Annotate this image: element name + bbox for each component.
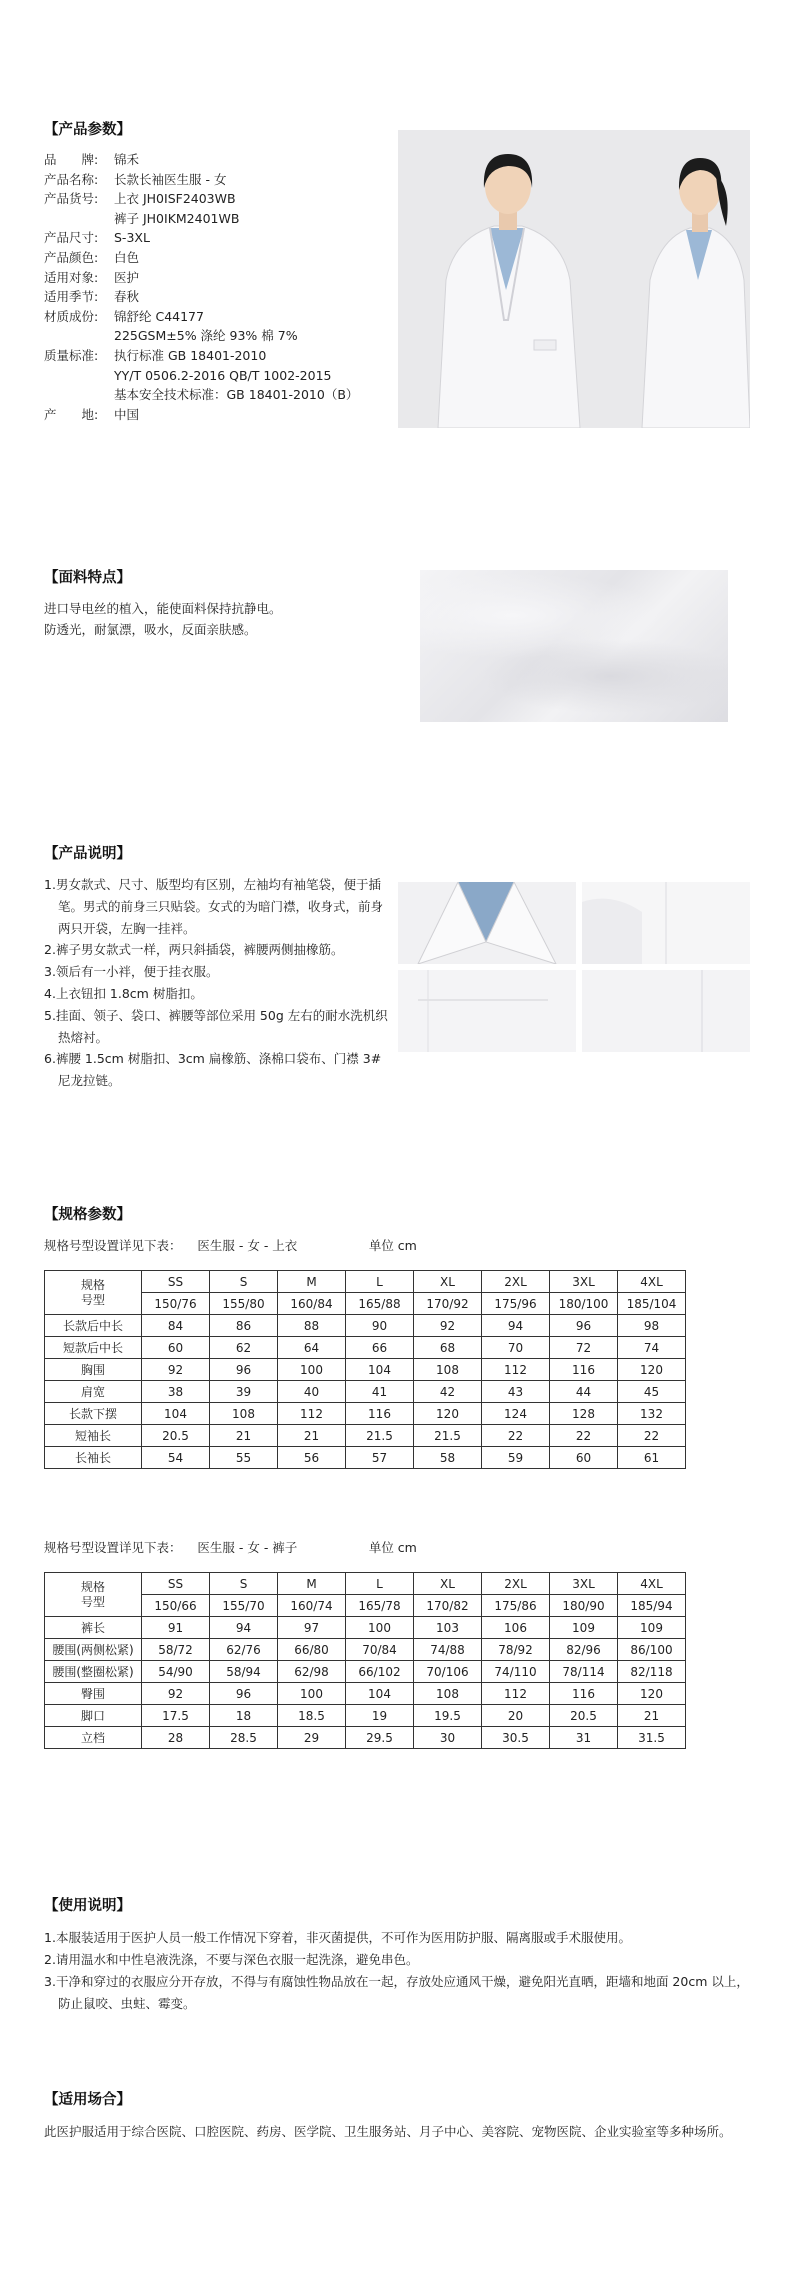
detail-photo-pocket (398, 970, 576, 1052)
table-cell: 70 (482, 1337, 550, 1359)
list-item-text: 本服装适用于医护人员一般工作情况下穿着，非灭菌提供，不可作为医用防护服、隔离服或手术服使用。 (55, 1930, 631, 1945)
table-cell: 59 (482, 1447, 550, 1469)
table-cell: 74/88 (414, 1639, 482, 1661)
table-cell: 97 (278, 1617, 346, 1639)
model-header-cell: 155/70 (210, 1595, 278, 1617)
table-cell: 20 (482, 1705, 550, 1727)
table-cell: 104 (346, 1359, 414, 1381)
row-label-cell: 肩宽 (45, 1381, 142, 1403)
table-cell: 60 (142, 1337, 210, 1359)
param-row (44, 405, 358, 425)
usage-list (44, 1927, 754, 2015)
row-label-cell: 长款后中长 (45, 1315, 142, 1337)
list-item (44, 1048, 392, 1092)
detail-photo-front (582, 882, 750, 964)
table-cell: 38 (142, 1381, 210, 1403)
table-header-row (45, 1573, 686, 1595)
table-cell: 28 (142, 1727, 210, 1749)
list-item (44, 961, 392, 983)
table-cell: 74/110 (482, 1661, 550, 1683)
table-row (45, 1705, 686, 1727)
fabric-line: 进口导电丝的植入，能使面料保持抗静电。 (44, 601, 282, 616)
param-label: 适用季节: (44, 289, 99, 305)
row-label-cell: 长袖长 (45, 1447, 142, 1469)
table-cell: 21.5 (414, 1425, 482, 1447)
table-row (45, 1381, 686, 1403)
table-header-row (45, 1293, 686, 1315)
list-item-text: 领后有一小袢，便于挂衣服。 (55, 964, 219, 980)
table-cell: 30 (414, 1727, 482, 1749)
param-label: 产 地: (44, 406, 99, 422)
model-header-cell: 170/92 (414, 1293, 482, 1315)
table-cell: 82/96 (550, 1639, 618, 1661)
list-item-number: 4. (44, 985, 56, 1001)
list-item (44, 1927, 754, 1949)
model-header-cell: 165/88 (346, 1293, 414, 1315)
table-cell: 29.5 (346, 1727, 414, 1749)
list-item (44, 1971, 754, 2015)
table-cell: 96 (550, 1315, 618, 1337)
table-cell: 55 (210, 1447, 278, 1469)
table-cell: 106 (482, 1617, 550, 1639)
param-label: 材质成份: (44, 308, 99, 324)
param-value: 锦舒纶 C44177 (114, 308, 204, 324)
table-cell: 86 (210, 1315, 278, 1337)
table-cell: 61 (618, 1447, 686, 1469)
table-cell: 124 (482, 1403, 550, 1425)
table-row (45, 1359, 686, 1381)
table-cell: 94 (210, 1617, 278, 1639)
param-value: 基本安全技术标准：GB 18401-2010（B） (114, 387, 359, 403)
table-cell: 100 (346, 1617, 414, 1639)
fabric-line: 防透光，耐氯漂，吸水，反面亲肤感。 (44, 622, 257, 637)
header-label: 规格 (80, 1277, 105, 1292)
model-header-cell: 180/100 (550, 1293, 618, 1315)
occasion-text: 此医护服适用于综合医院、口腔医院、药房、医学院、卫生服务站、月子中心、美容院、宠物医院、企业实验室等多种场所。 (44, 2124, 732, 2139)
section-title-occasion: 【适用场合】 (44, 2092, 131, 2108)
size-header-cell: M (278, 1271, 346, 1293)
row-label-cell: 长款下摆 (45, 1403, 142, 1425)
param-label: 适用对象: (44, 269, 99, 285)
table-corner-header (45, 1271, 142, 1315)
row-label-cell: 短款后中长 (45, 1337, 142, 1359)
param-value: 医护 (114, 269, 140, 285)
param-row (44, 287, 358, 307)
table-cell: 128 (550, 1403, 618, 1425)
table-row (45, 1403, 686, 1425)
model-header-cell: 150/76 (142, 1293, 210, 1315)
param-row (44, 170, 358, 190)
table-cell: 98 (618, 1315, 686, 1337)
param-value: 225GSM±5% 涤纶 93% 棉 7% (114, 328, 298, 344)
param-label: 产品尺寸: (44, 230, 99, 246)
table-corner-header (45, 1573, 142, 1617)
row-label-cell: 立档 (45, 1727, 142, 1749)
param-row (44, 228, 358, 248)
size-header-cell: SS (142, 1573, 210, 1595)
spec-table-top (44, 1270, 686, 1469)
row-label-cell: 臀围 (45, 1683, 142, 1705)
product-photo-models (398, 130, 750, 428)
description-list (44, 874, 392, 1092)
spec-pants-caption: 规格号型设置详见下表： 医生服 - 女 - 裤子 单位 cm (44, 1540, 417, 1555)
table-cell: 22 (482, 1425, 550, 1447)
param-value: 执行标准 GB 18401-2010 (114, 347, 267, 363)
table-cell: 58 (414, 1447, 482, 1469)
table-cell: 22 (550, 1425, 618, 1447)
param-value: YY/T 0506.2-2016 QB/T 1002-2015 (114, 367, 332, 383)
list-item-text: 请用温水和中性皂液洗涤，不要与深色衣服一起洗涤，避免串色。 (55, 1952, 419, 1967)
table-cell: 66 (346, 1337, 414, 1359)
table-cell: 70/106 (414, 1661, 482, 1683)
param-value: 长款长袖医生服 - 女 (114, 171, 227, 187)
size-header-cell: L (346, 1573, 414, 1595)
row-label-cell: 裤长 (45, 1617, 142, 1639)
table-cell: 68 (414, 1337, 482, 1359)
table-cell: 86/100 (618, 1639, 686, 1661)
section-title-usage: 【使用说明】 (44, 1898, 131, 1914)
table-cell: 100 (278, 1359, 346, 1381)
param-row (44, 150, 358, 170)
size-header-cell: 4XL (618, 1271, 686, 1293)
table-cell: 42 (414, 1381, 482, 1403)
size-header-cell: 2XL (482, 1271, 550, 1293)
table-cell: 104 (346, 1683, 414, 1705)
param-row (44, 346, 358, 405)
table-cell: 120 (414, 1403, 482, 1425)
table-cell: 18.5 (278, 1705, 346, 1727)
section-title-spec: 【规格参数】 (44, 1207, 131, 1223)
table-cell: 84 (142, 1315, 210, 1337)
table-cell: 108 (414, 1359, 482, 1381)
list-item-number: 3. (44, 1974, 56, 1989)
table-cell: 54 (142, 1447, 210, 1469)
size-header-cell: 3XL (550, 1573, 618, 1595)
table-row (45, 1425, 686, 1447)
section-title-params: 【产品参数】 (44, 122, 131, 138)
table-cell: 116 (550, 1683, 618, 1705)
table-header-row (45, 1271, 686, 1293)
row-label-cell: 腰围(两侧松紧) (45, 1639, 142, 1661)
table-cell: 120 (618, 1683, 686, 1705)
list-item-number: 6. (44, 1051, 56, 1067)
table-cell: 94 (482, 1315, 550, 1337)
table-cell: 96 (210, 1683, 278, 1705)
table-row (45, 1447, 686, 1469)
list-item-number: 1. (44, 1930, 56, 1945)
table-cell: 19 (346, 1705, 414, 1727)
list-item-text: 挂面、领子、袋口、裤腰等部位采用 50g 左右的耐水洗机织热熔衬。 (55, 1007, 388, 1045)
size-header-cell: 2XL (482, 1573, 550, 1595)
table-cell: 70/84 (346, 1639, 414, 1661)
size-header-cell: 3XL (550, 1271, 618, 1293)
table-cell: 21 (618, 1705, 686, 1727)
size-header-cell: M (278, 1573, 346, 1595)
table-cell: 57 (346, 1447, 414, 1469)
table-cell: 19.5 (414, 1705, 482, 1727)
table-cell: 74 (618, 1337, 686, 1359)
fabric-photo (420, 570, 728, 722)
model-header-cell: 170/82 (414, 1595, 482, 1617)
list-item-text: 男女款式、尺寸、版型均有区别，左袖均有袖笔袋，便于插笔。男式的前身三只贴袋。女式的为暗门襟，收身式，前身两只开袋，左胸一挂袢。 (55, 877, 384, 936)
doctor-models-illustration (398, 130, 750, 428)
param-value: 上衣 JH0ISF2403WB (114, 191, 236, 207)
model-header-cell: 175/86 (482, 1595, 550, 1617)
param-row (44, 248, 358, 268)
table-cell: 132 (618, 1403, 686, 1425)
size-header-cell: S (210, 1271, 278, 1293)
table-header-row (45, 1595, 686, 1617)
param-label: 产品货号: (44, 191, 99, 207)
table-cell: 92 (414, 1315, 482, 1337)
table-cell: 62/98 (278, 1661, 346, 1683)
param-label: 质量标准: (44, 347, 99, 363)
table-cell: 66/102 (346, 1661, 414, 1683)
param-label: 产品颜色: (44, 249, 99, 265)
param-value: 白色 (114, 249, 140, 265)
list-item-text: 上衣钮扣 1.8cm 树脂扣。 (55, 985, 203, 1001)
table-cell: 20.5 (550, 1705, 618, 1727)
table-cell: 104 (142, 1403, 210, 1425)
size-header-cell: S (210, 1573, 278, 1595)
param-value: 春秋 (114, 289, 140, 305)
table-cell: 64 (278, 1337, 346, 1359)
table-cell: 31 (550, 1727, 618, 1749)
table-cell: 21 (210, 1425, 278, 1447)
table-cell: 120 (618, 1359, 686, 1381)
table-row (45, 1617, 686, 1639)
table-cell: 20.5 (142, 1425, 210, 1447)
table-cell: 62 (210, 1337, 278, 1359)
table-cell: 92 (142, 1683, 210, 1705)
table-cell: 108 (210, 1403, 278, 1425)
header-label: 号型 (80, 1594, 105, 1609)
table-cell: 88 (278, 1315, 346, 1337)
table-cell: 112 (482, 1683, 550, 1705)
table-cell: 22 (618, 1425, 686, 1447)
table-cell: 21.5 (346, 1425, 414, 1447)
model-header-cell: 180/90 (550, 1595, 618, 1617)
table-cell: 28.5 (210, 1727, 278, 1749)
model-header-cell: 185/104 (618, 1293, 686, 1315)
table-cell: 45 (618, 1381, 686, 1403)
fabric-text (44, 598, 282, 640)
table-cell: 60 (550, 1447, 618, 1469)
param-row (44, 189, 358, 228)
table-cell: 116 (346, 1403, 414, 1425)
table-cell: 108 (414, 1683, 482, 1705)
table-cell: 78/92 (482, 1639, 550, 1661)
section-title-fabric: 【面料特点】 (44, 570, 131, 586)
model-header-cell: 175/96 (482, 1293, 550, 1315)
list-item-text: 干净和穿过的衣服应分开存放，不得与有腐蚀性物品放在一起，存放处应通风干燥，避免阳光直晒，距墙和地面 20cm 以上，防止鼠咬、虫蛀、霉变。 (55, 1974, 749, 2011)
param-value: 锦禾 (114, 152, 140, 167)
table-cell: 92 (142, 1359, 210, 1381)
table-cell: 54/90 (142, 1661, 210, 1683)
list-item-number: 3. (44, 964, 56, 980)
row-label-cell: 脚口 (45, 1705, 142, 1727)
detail-photo-hem (582, 970, 750, 1052)
table-cell: 44 (550, 1381, 618, 1403)
param-value: 中国 (114, 406, 140, 422)
table-cell: 31.5 (618, 1727, 686, 1749)
model-header-cell: 155/80 (210, 1293, 278, 1315)
model-header-cell: 160/74 (278, 1595, 346, 1617)
model-header-cell: 185/94 (618, 1595, 686, 1617)
list-item (44, 1005, 392, 1049)
table-cell: 30.5 (482, 1727, 550, 1749)
list-item-number: 2. (44, 942, 56, 958)
param-row (44, 307, 358, 346)
table-cell: 56 (278, 1447, 346, 1469)
spec-top-caption: 规格号型设置详见下表： 医生服 - 女 - 上衣 单位 cm (44, 1238, 417, 1253)
table-cell: 112 (482, 1359, 550, 1381)
model-header-cell: 160/84 (278, 1293, 346, 1315)
list-item (44, 983, 392, 1005)
table-cell: 58/72 (142, 1639, 210, 1661)
header-label: 号型 (80, 1292, 105, 1307)
row-label-cell: 胸围 (45, 1359, 142, 1381)
list-item-number: 1. (44, 877, 56, 892)
list-item-text: 裤子男女款式一样，两只斜插袋，裤腰两侧抽橡筋。 (55, 942, 344, 958)
table-row (45, 1727, 686, 1749)
list-item-text: 裤腰 1.5cm 树脂扣、3cm 扁橡筋、涤棉口袋布、门襟 3# 尼龙拉链。 (55, 1051, 382, 1089)
table-row (45, 1337, 686, 1359)
table-row (45, 1683, 686, 1705)
size-header-cell: XL (414, 1573, 482, 1595)
param-value: 裤子 JH0IKM2401WB (114, 210, 240, 226)
table-cell: 78/114 (550, 1661, 618, 1683)
table-cell: 100 (278, 1683, 346, 1705)
table-cell: 72 (550, 1337, 618, 1359)
table-cell: 62/76 (210, 1639, 278, 1661)
table-cell: 41 (346, 1381, 414, 1403)
table-cell: 17.5 (142, 1705, 210, 1727)
param-label: 品 牌: (44, 152, 99, 167)
table-cell: 18 (210, 1705, 278, 1727)
table-cell: 21 (278, 1425, 346, 1447)
model-header-cell: 165/78 (346, 1595, 414, 1617)
list-item-number: 2. (44, 1952, 56, 1967)
spec-table-pants (44, 1572, 686, 1749)
list-item (44, 1949, 754, 1971)
model-header-cell: 150/66 (142, 1595, 210, 1617)
table-cell: 66/80 (278, 1639, 346, 1661)
table-cell: 109 (550, 1617, 618, 1639)
table-row (45, 1315, 686, 1337)
row-label-cell: 腰围(整圈松紧) (45, 1661, 142, 1683)
table-row (45, 1661, 686, 1683)
size-header-cell: L (346, 1271, 414, 1293)
param-row (44, 268, 358, 288)
table-cell: 90 (346, 1315, 414, 1337)
table-cell: 39 (210, 1381, 278, 1403)
table-cell: 109 (618, 1617, 686, 1639)
section-title-description: 【产品说明】 (44, 846, 131, 862)
param-value: S-3XL (114, 230, 150, 246)
size-header-cell: XL (414, 1271, 482, 1293)
detail-photo-collar (398, 882, 576, 964)
table-cell: 112 (278, 1403, 346, 1425)
size-header-cell: 4XL (618, 1573, 686, 1595)
table-cell: 91 (142, 1617, 210, 1639)
list-item (44, 939, 392, 961)
table-cell: 58/94 (210, 1661, 278, 1683)
param-label: 产品名称: (44, 171, 99, 187)
size-header-cell: SS (142, 1271, 210, 1293)
table-cell: 82/118 (618, 1661, 686, 1683)
list-item-number: 5. (44, 1007, 56, 1023)
table-cell: 40 (278, 1381, 346, 1403)
table-cell: 29 (278, 1727, 346, 1749)
list-item (44, 874, 392, 939)
table-row (45, 1639, 686, 1661)
header-label: 规格 (80, 1579, 105, 1594)
product-params-list (44, 150, 358, 424)
table-cell: 116 (550, 1359, 618, 1381)
table-cell: 96 (210, 1359, 278, 1381)
table-cell: 43 (482, 1381, 550, 1403)
row-label-cell: 短袖长 (45, 1425, 142, 1447)
table-cell: 103 (414, 1617, 482, 1639)
